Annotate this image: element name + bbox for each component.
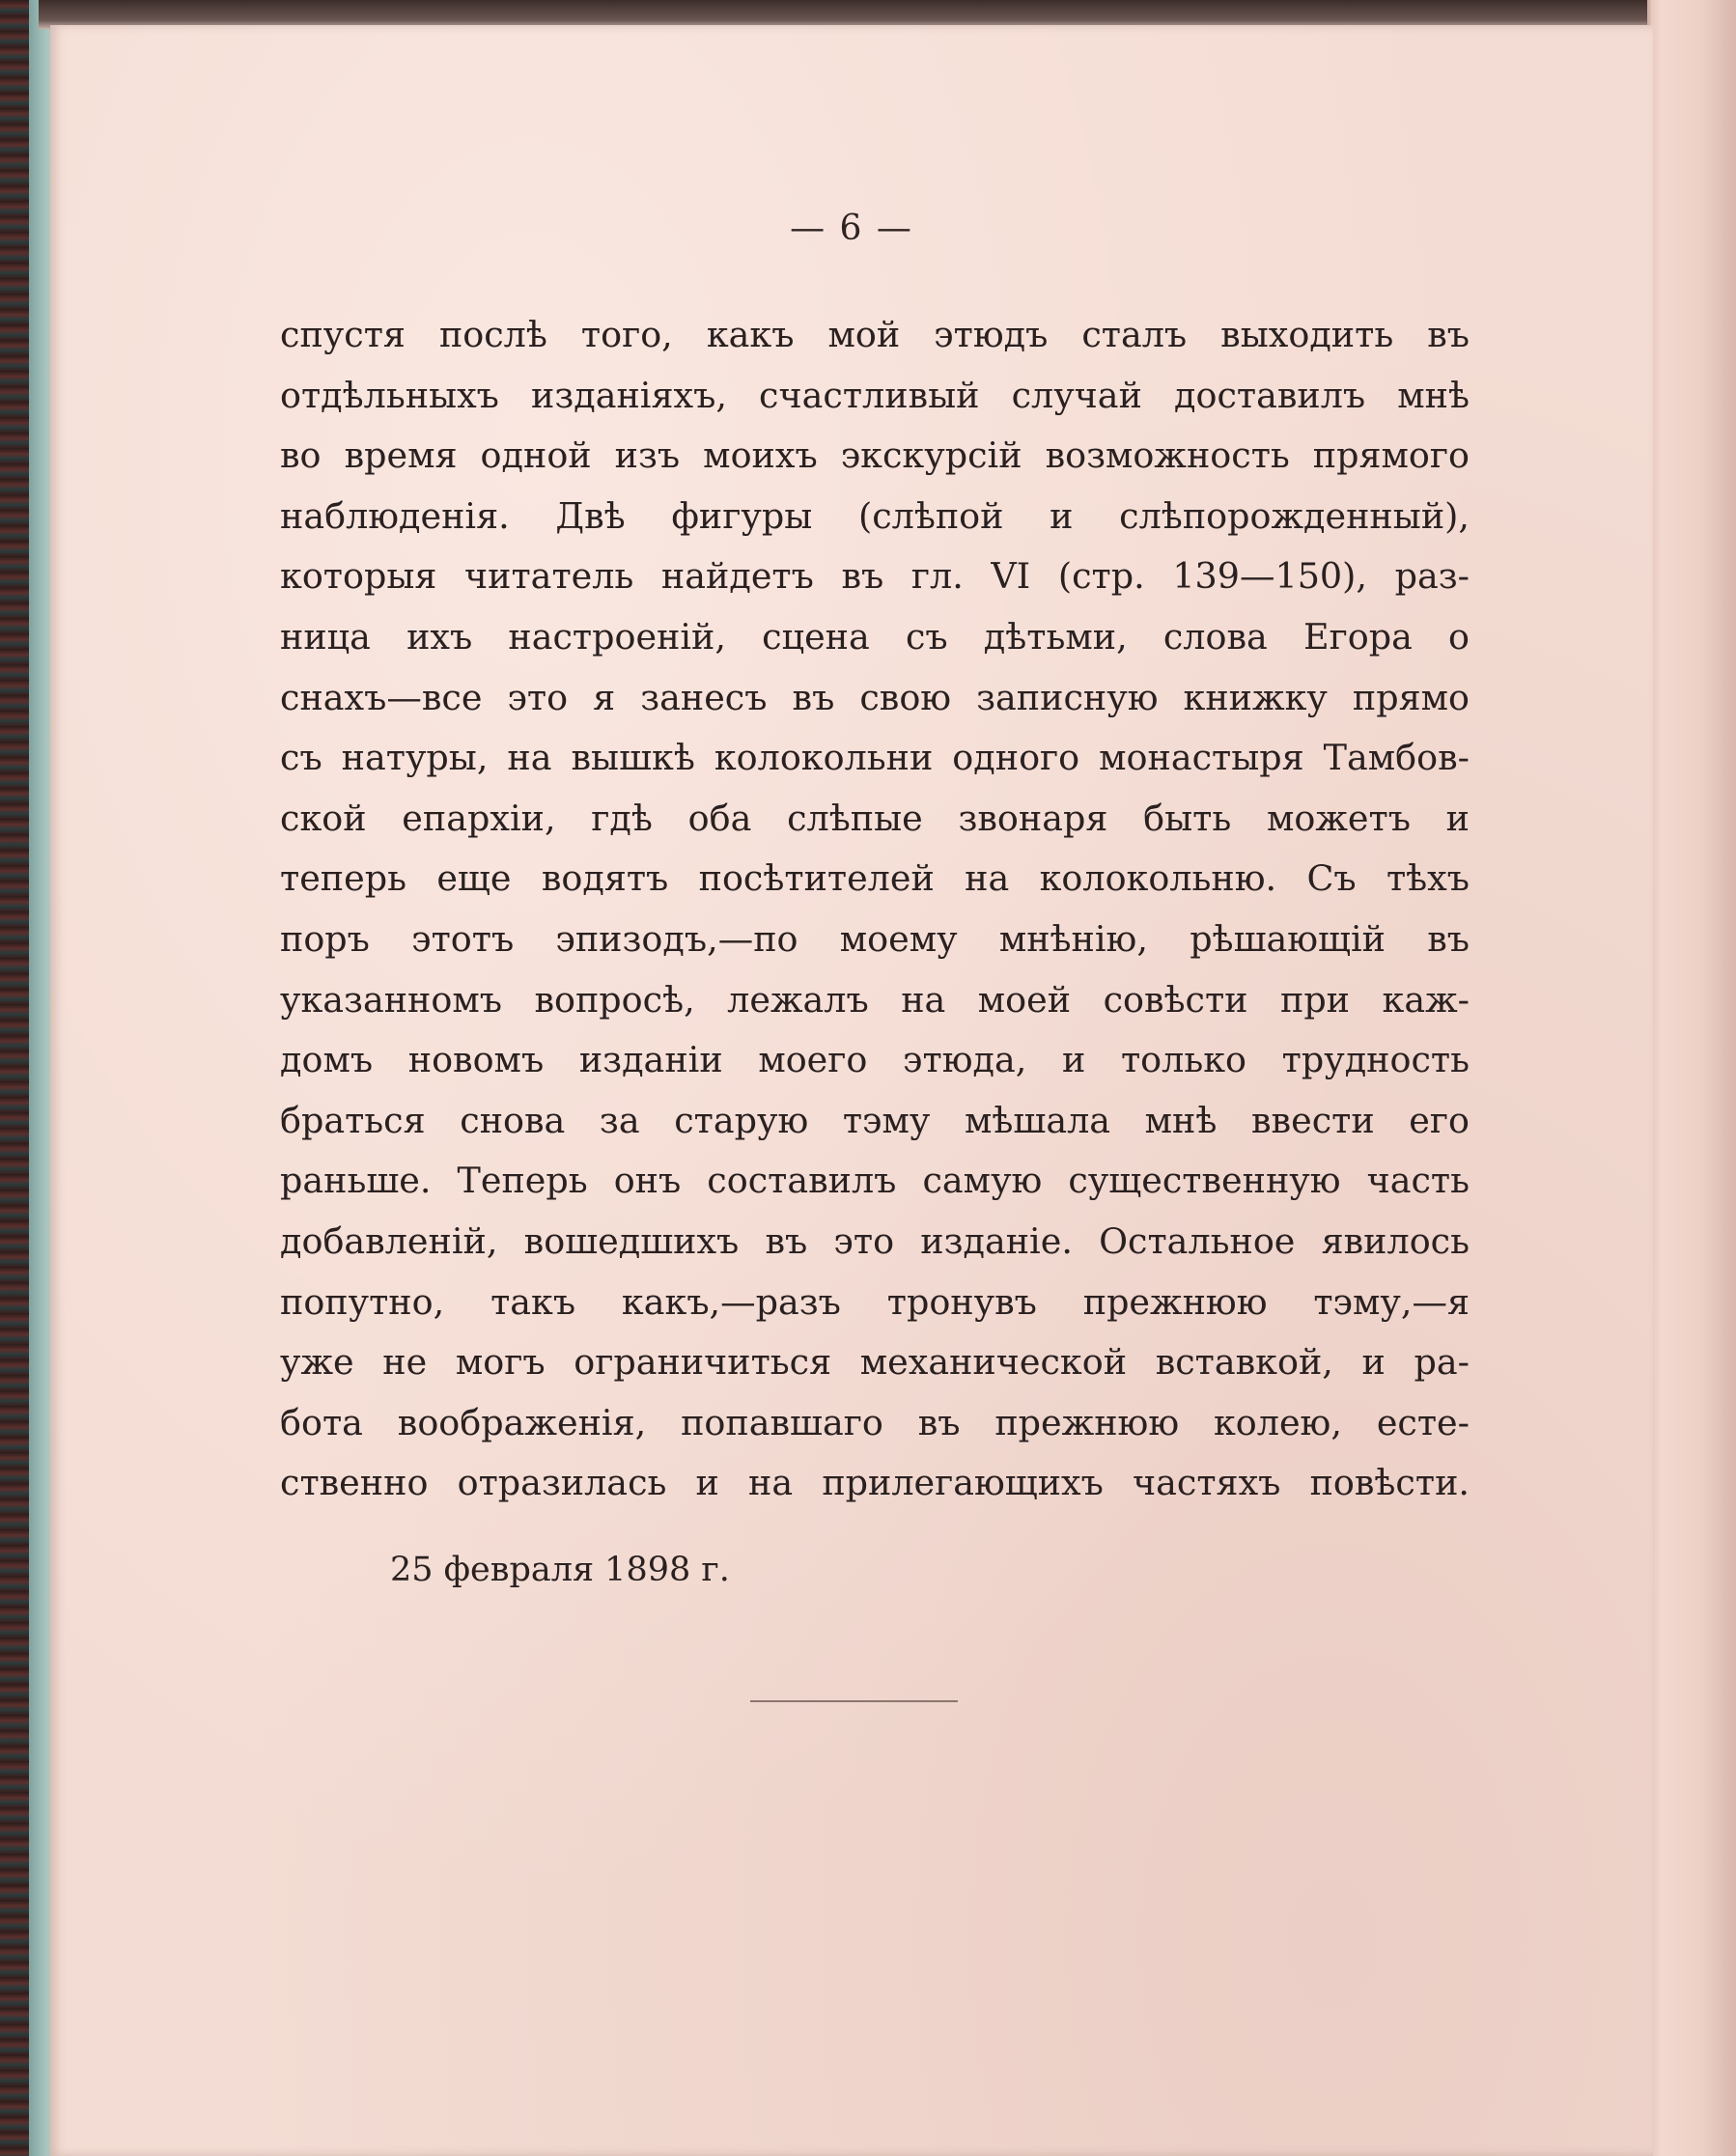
- text-line: ница ихъ настроенiй, сцена съ дѣтьми, слова Егора о: [280, 615, 1470, 658]
- text-line: домъ новомъ изданiи моего этюда, и только трудность: [280, 1039, 1470, 1081]
- text-line: съ натуры, на вышкѣ колокольни одного монастыря Тамбов-: [280, 737, 1470, 779]
- text-line: во время одной изъ моихъ экскурсiй возможность прямого: [280, 434, 1470, 477]
- body-paragraph: [280, 305, 1470, 1514]
- text-line: ской епархiи, гдѣ оба слѣпые звонаря быть можетъ и: [280, 797, 1470, 839]
- text-line: добавленiй, вошедшихъ въ это изданiе. Остальное явилось: [280, 1219, 1470, 1262]
- text-line: браться снова за старую тэму мѣшала мнѣ ввести его: [280, 1099, 1470, 1141]
- text-line: указанномъ вопросѣ, лежалъ на моей совѣсти при каж-: [280, 978, 1470, 1021]
- text-line: попутно, такъ какъ,—разъ тронувъ прежнюю тэму,—я: [280, 1280, 1470, 1323]
- text-line: бота воображенiя, попавшаго въ прежнюю колею, есте-: [280, 1401, 1470, 1443]
- page-number: — 6 —: [790, 209, 913, 248]
- next-page-edge: [1651, 0, 1736, 2156]
- text-line: которыя читатель найдетъ въ гл. VI (стр. 139—150), раз-: [280, 555, 1470, 598]
- book-binding-left: [0, 0, 29, 2156]
- text-line: раньше. Теперь онъ составилъ самую существенную часть: [280, 1160, 1470, 1202]
- text-line: поръ этотъ эпизодъ,—по моему мнѣнiю, рѣшающiй въ: [280, 917, 1470, 960]
- date-signature: 25 февраля 1898 г.: [390, 1551, 730, 1589]
- text-line: спустя послѣ того, какъ мой этюдъ сталъ выходить въ: [280, 314, 1470, 355]
- text-line: отдѣльныхъ изданiяхъ, счастливый случай доставилъ мнѣ: [280, 374, 1470, 416]
- text-line: наблюденiя. Двѣ фигуры (слѣпой и слѣпорожденный),: [280, 494, 1470, 537]
- text-line: снахъ—все это я занесъ въ свою записную книжку прямо: [280, 676, 1470, 718]
- text-line: уже не могъ ограничиться механической вставкой, и ра-: [280, 1341, 1470, 1384]
- closing-rule: [750, 1700, 958, 1702]
- text-line: теперь еще водятъ посѣтителей на колокольню. Съ тѣхъ: [280, 857, 1470, 900]
- text-line: ственно отразилась и на прилегающихъ частяхъ повѣсти.: [280, 1462, 1470, 1504]
- book-page: [50, 25, 1653, 2156]
